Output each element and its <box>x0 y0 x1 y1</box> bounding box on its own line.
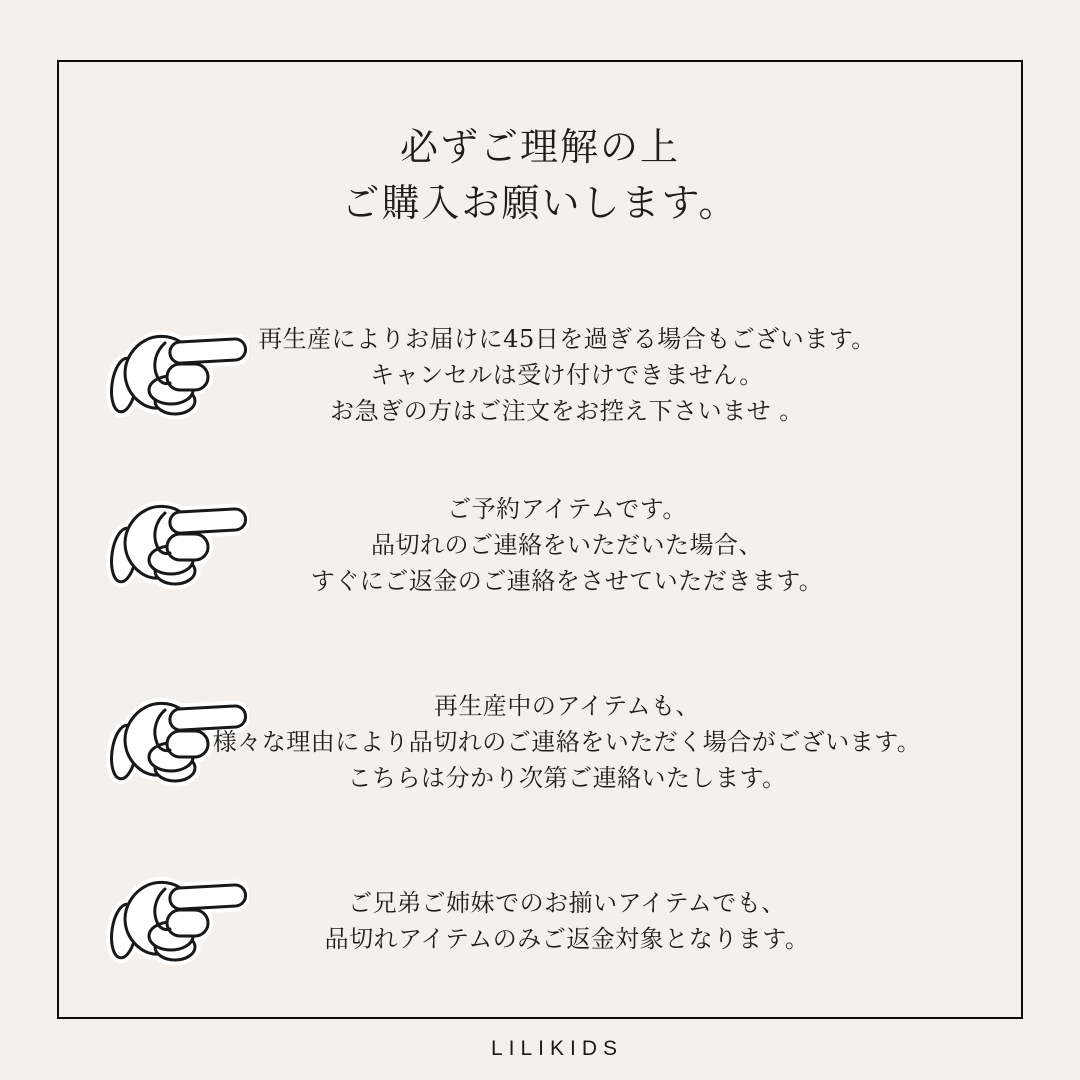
notice-line: ご予約アイテムです。 <box>447 494 687 523</box>
notice-line: 品切れアイテムのみご返金対象となります。 <box>324 925 810 953</box>
notice-row <box>57 885 1023 957</box>
notice-row <box>57 490 1023 599</box>
notice-row <box>57 688 1023 796</box>
notice-text <box>207 491 927 599</box>
notice-text <box>207 321 927 429</box>
brand-logo-text: LILIKIDS <box>490 1037 624 1060</box>
page-title <box>0 119 1080 231</box>
page-title-line: 必ずご理解の上 <box>399 125 680 169</box>
notice-line: こちらは分かり次第ご連絡いたします。 <box>347 764 787 792</box>
notice-row <box>57 320 1023 429</box>
notice-line: お急ぎの方はご注文をお控え下さいませ 。 <box>330 396 804 425</box>
notice-line: 品切れのご連絡をいただいた場合、 <box>371 530 763 559</box>
notice-text <box>207 885 927 957</box>
page-title-line: ご購入お願いします。 <box>341 181 739 225</box>
notice-line: すぐにご返金のご連絡をさせていただきます。 <box>310 566 824 595</box>
notice-line: ご兄弟ご姉妹でのお揃いアイテムでも、 <box>348 889 786 917</box>
notice-line: 様々な理由により品切れのご連絡をいただく場合がございます。 <box>212 728 922 756</box>
notice-line: 再生産によりお届けに45日を過ぎる場合もございます。 <box>258 324 876 353</box>
notice-line: キャンセルは受け付けできません。 <box>370 360 764 389</box>
notice-text <box>207 688 927 796</box>
notice-line: 再生産中のアイテムも、 <box>433 692 701 720</box>
